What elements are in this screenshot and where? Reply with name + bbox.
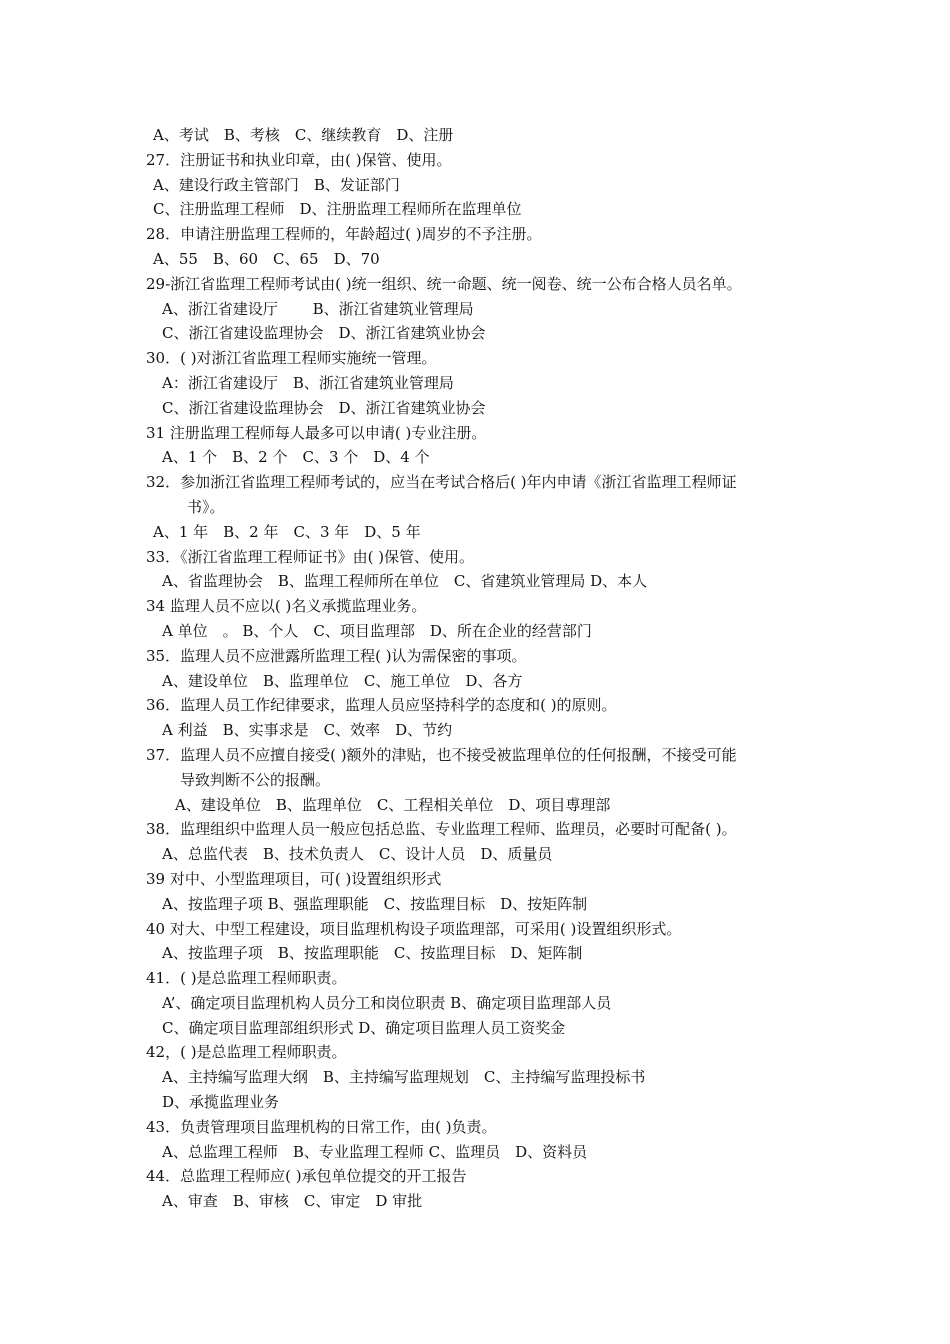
text-line: C、确定项目监理部组织形式 D、确定项目监理人员工资奖金 (162, 1018, 566, 1037)
text-line: 33．《浙江省监理工程师证书》由( )保管、使用。 (146, 547, 475, 566)
text-line: A、55 B、60 C、65 D、70 (153, 249, 380, 268)
text-line: A、省监理协会 B、监理工程师所在单位 C、省建筑业管理局 D、本人 (162, 572, 648, 591)
text-line: 43．负责管理项目监理机构的日常工作，由( )负责。 (146, 1117, 497, 1136)
document-body (0, 123, 950, 1214)
text-line: 35．监理人员不应泄露所监理工程( )认为需保密的事项。 (146, 646, 527, 665)
text-line: A、总监理工程师 B、专业监理工程师 C、监理员 D、资料员 (162, 1142, 588, 1161)
text-line: C、浙江省建设监理协会 D、浙江省建筑业协会 (162, 324, 486, 343)
text-line: A、1 个 B、2 个 C、3 个 D、4 个 (162, 448, 430, 467)
text-line: A 利益 B、实事求是 C、效率 D、节约 (162, 721, 453, 740)
text-line: 37．监理人员不应擅自接受( )额外的津贴，也不接受被监理单位的任何报酬，不接受可能 (146, 745, 737, 764)
text-line: 29-浙江省监理工程师考试由( )统一组织、统一命题、统一阅卷、统一公布合格人员名单。 (146, 274, 742, 293)
text-line: 31 注册监理工程师每人最多可以申请( )专业注册。 (146, 423, 487, 442)
text-line: A、建设单位 B、监理单位 C、施工单位 D、各方 (162, 671, 523, 690)
text-line: 41．( )是总监理工程师职责。 (146, 969, 347, 988)
text-line: 40 对大、中型工程建设，项目监理机构设子项监理部，可采用( )设置组织形式。 (146, 919, 682, 938)
text-line: 28．申请注册监理工程师的，年龄超过( )周岁的不予注册。 (146, 225, 542, 244)
text-line: 30．( )对浙江省监理工程师实施统一管理。 (146, 349, 437, 368)
text-line: A、审查 B、审核 C、审定 D 审批 (162, 1192, 423, 1211)
text-line: A 单位 。 B、个人 C、项目监理部 D、所在企业的经营部门 (162, 621, 592, 640)
text-line: 44．总监理工程师应( )承包单位提交的开工报告 (146, 1167, 467, 1186)
text-line: A、建设行政主管部门 B、发证部门 (153, 175, 400, 194)
text-line: 38．监理组织中监理人员一般应包括总监、专业监理工程师、监理员，必要时可配备( )。 (146, 820, 737, 839)
text-line: A、总监代表 B、技术负责人 C、设计人员 D、质量员 (162, 845, 553, 864)
text-line: 32．参加浙江省监理工程师考试的，应当在考试合格后( )年内申请《浙江省监理工程师证 (146, 473, 737, 492)
text-line: C、注册监理工程师 D、注册监理工程师所在监理单位 (153, 200, 522, 219)
text-line: 39 对中、小型监理项目，可( )设置组织形式 (146, 869, 442, 888)
text-line: A’、确定项目监理机构人员分工和岗位职责 B、确定项目监理部人员 (162, 993, 612, 1012)
text-line: D、承揽监理业务 (162, 1093, 280, 1112)
text-line: 42，( )是总监理工程师职责。 (146, 1043, 347, 1062)
text-line: A、考试 B、考核 C、继续教育 D、注册 (153, 126, 454, 144)
text-line: A、浙江省建设厅 B、浙江省建筑业管理局 (162, 299, 474, 318)
text-line: 34 监理人员不应以( )名义承揽监理业务。 (146, 597, 427, 616)
text-line: A、建设单位 B、监理单位 C、工程相关单位 D、项目尃理部 (175, 795, 611, 814)
text-line: 27．注册证书和执业印章，由( )保管、使用。 (146, 150, 452, 169)
text-line: 书》。 (187, 497, 225, 516)
text-line: A、按监理子项 B、强监理职能 C、按监理目标 D、按矩阵制 (162, 894, 588, 913)
text-line: C、浙江省建设监理协会 D、浙江省建筑业协会 (162, 398, 486, 417)
text-line: A、主持编写监理大纲 B、主持编写监理规划 C、主持编写监理投标书 (162, 1068, 646, 1087)
text-line: A：浙江省建设厅 B、浙江省建筑业管理局 (162, 373, 454, 392)
text-line: A、1 年 B、2 年 C、3 年 D、5 年 (153, 522, 421, 541)
text-line: 导致判断不公的报酬。 (180, 770, 331, 789)
text-line: A、按监理子项 B、按监理职能 C、按监理目标 D、矩阵制 (162, 944, 583, 963)
text-line: 36．监理人员工作纪律要求，监理人员应坚持科学的态度和( )的原则。 (146, 696, 617, 715)
